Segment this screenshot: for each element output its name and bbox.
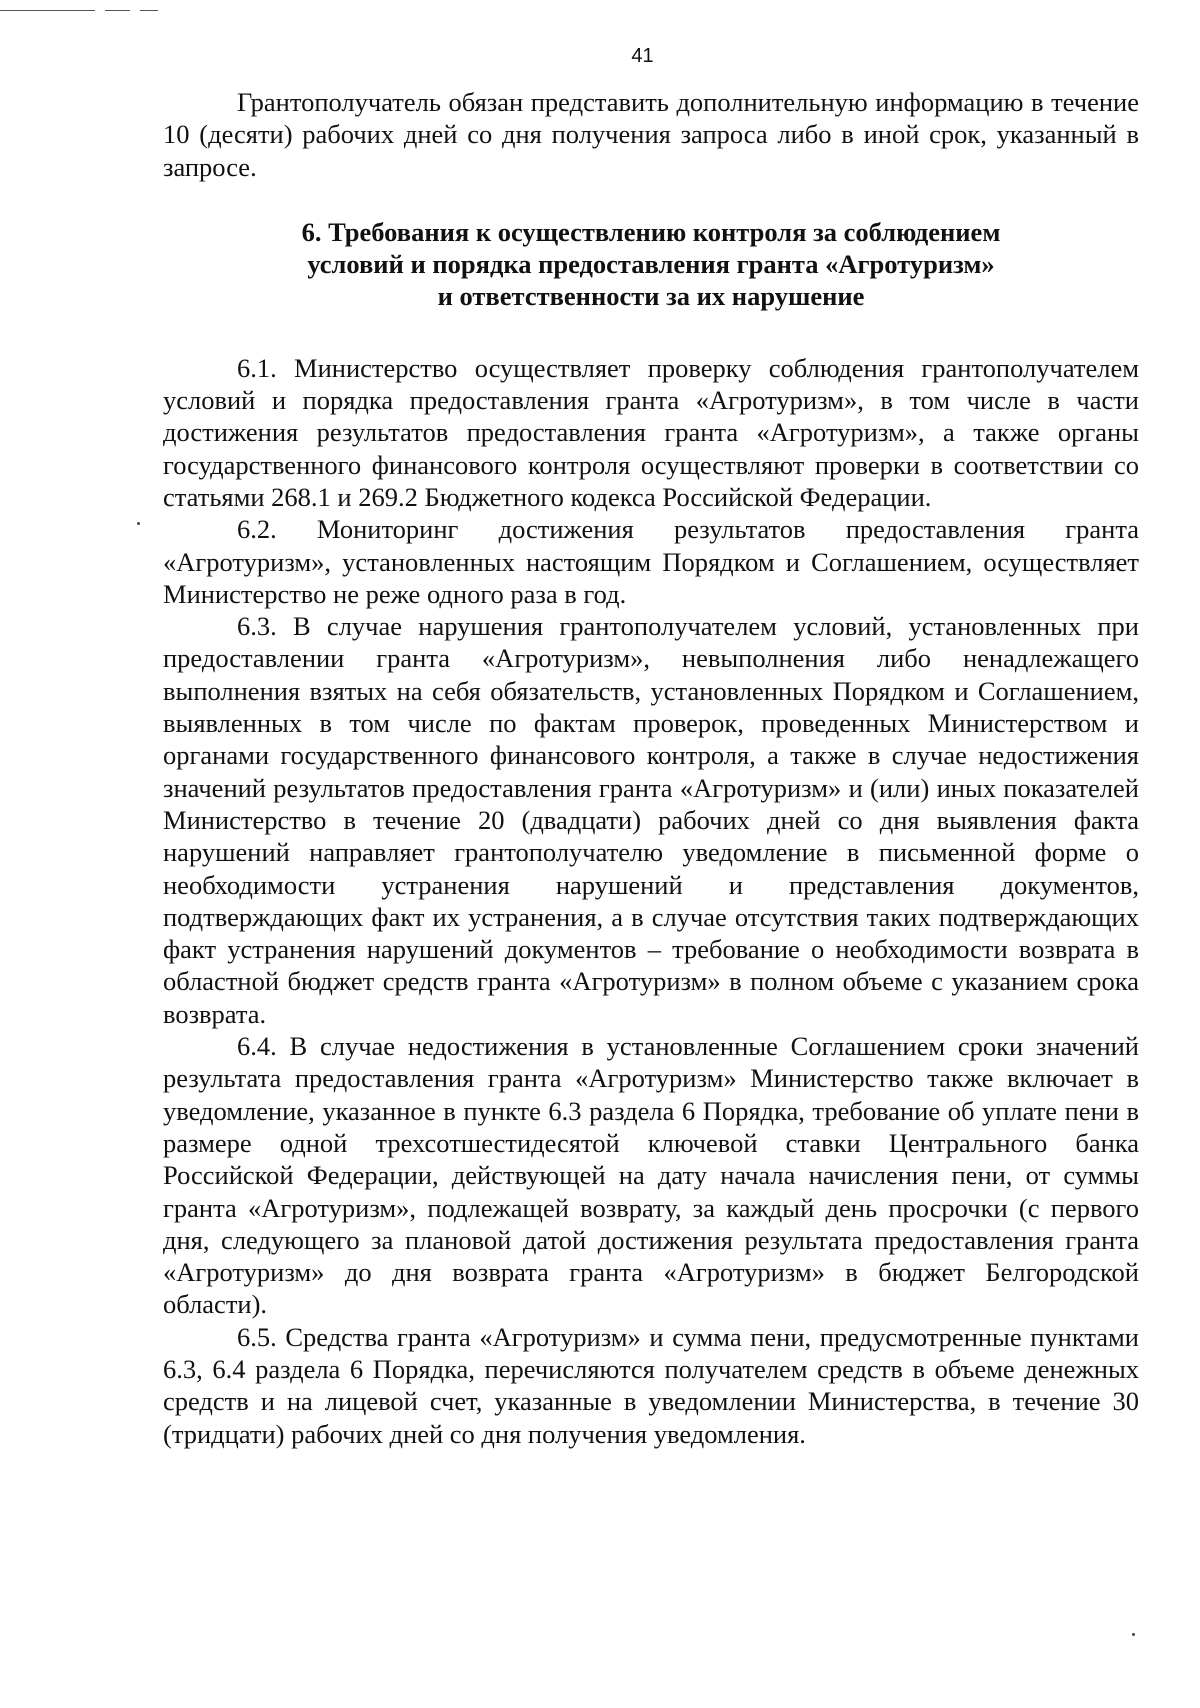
paragraph-6-3: 6.3. В случае нарушения грантополучателем условий, установленных при предоставлении гранта «Агротуризм», невыполнения либо ненадлежащего выполнения взятых на себя обязательств, установленных Порядком и Соглашением, выявленных в том числе по фактам проверок, проведенных Министерством и органами государственного финансового контроля, а также в случае недостижения значений результатов предоставления гранта «Агротуризм» и (или) иных показателей Министерство в течение 20 (двадцати) рабочих дней со дня выявления факта нарушений направляет грантополучателю уведомление в письменной форме о необходимости устранения нарушений и представления документов, подтверждающих факт их устранения, а в случае отсутствия таких подтверждающих факт устранения нарушений документов – требование о необходимости возврата в областной бюджет средств гранта «Агротуризм» в полном объеме с указанием срока возврата. [163, 611, 1139, 1029]
scan-speck [137, 522, 140, 525]
intro-paragraph: Грантополучатель обязан представить дополнительную информацию в течение 10 (десяти) рабочих дней со дня получения запроса либо в иной срок, указанный в запросе. [163, 87, 1139, 182]
page-number: 41 [631, 45, 654, 67]
section-heading [163, 216, 1139, 313]
paragraph-6-4: 6.4. В случае недостижения в установленные Соглашением сроки значений результата предоставления гранта «Агротуризм» Министерство также включает в уведомление, указанное в пункте 6.3 раздела 6 Порядка, требование об уплате пени в размере одной трехсотшестидесятой ключевой ставки Центрального банка Российской Федерации, действующей на дату начала начисления пени, от суммы гранта «Агротуризм», подлежащей возврату, за каждый день просрочки (с первого дня, следующего за плановой датой достижения результата предоставления гранта «Агротуризм» до дня возврата гранта «Агротуризм» в бюджет Белгородской области). [163, 1031, 1139, 1320]
section-heading-line: 6. Требования к осуществлению контроля за соблюдением [301, 216, 1001, 247]
scan-speck [1132, 1633, 1135, 1636]
scan-edge-line [105, 10, 130, 11]
scan-edge-line [0, 10, 95, 11]
section-heading-line: условий и порядка предоставления гранта «Агротуризм» [307, 249, 995, 280]
paragraph-6-1: 6.1. Министерство осуществляет проверку соблюдения грантополучателем условий и порядка предоставления гранта «Агротуризм», в том числе в части достижения результатов предоставления гранта «Агротуризм», а также органы государственного финансового контроля осуществляют проверки в соответствии со статьями 268.1 и 269.2 Бюджетного кодекса Российской Федерации. [163, 352, 1139, 512]
paragraph-6-2: 6.2. Мониторинг достижения результатов предоставления гранта «Агротуризм», установленных настоящим Порядком и Соглашением, осуществляет Министерство не реже одного раза в год. [163, 514, 1139, 609]
section-heading-line: и ответственности за их нарушение [437, 281, 865, 312]
document-body [163, 86, 1139, 1450]
scan-edge-line [140, 10, 158, 11]
paragraph-6-5: 6.5. Средства гранта «Агротуризм» и сумма пени, предусмотренные пунктами 6.3, 6.4 раздела 6 Порядка, перечисляются получателем средств в объеме денежных средств и на лицевой счет, указанные в уведомлении Министерства, в течение 30 (тридцати) рабочих дней со дня получения уведомления. [163, 1321, 1139, 1449]
